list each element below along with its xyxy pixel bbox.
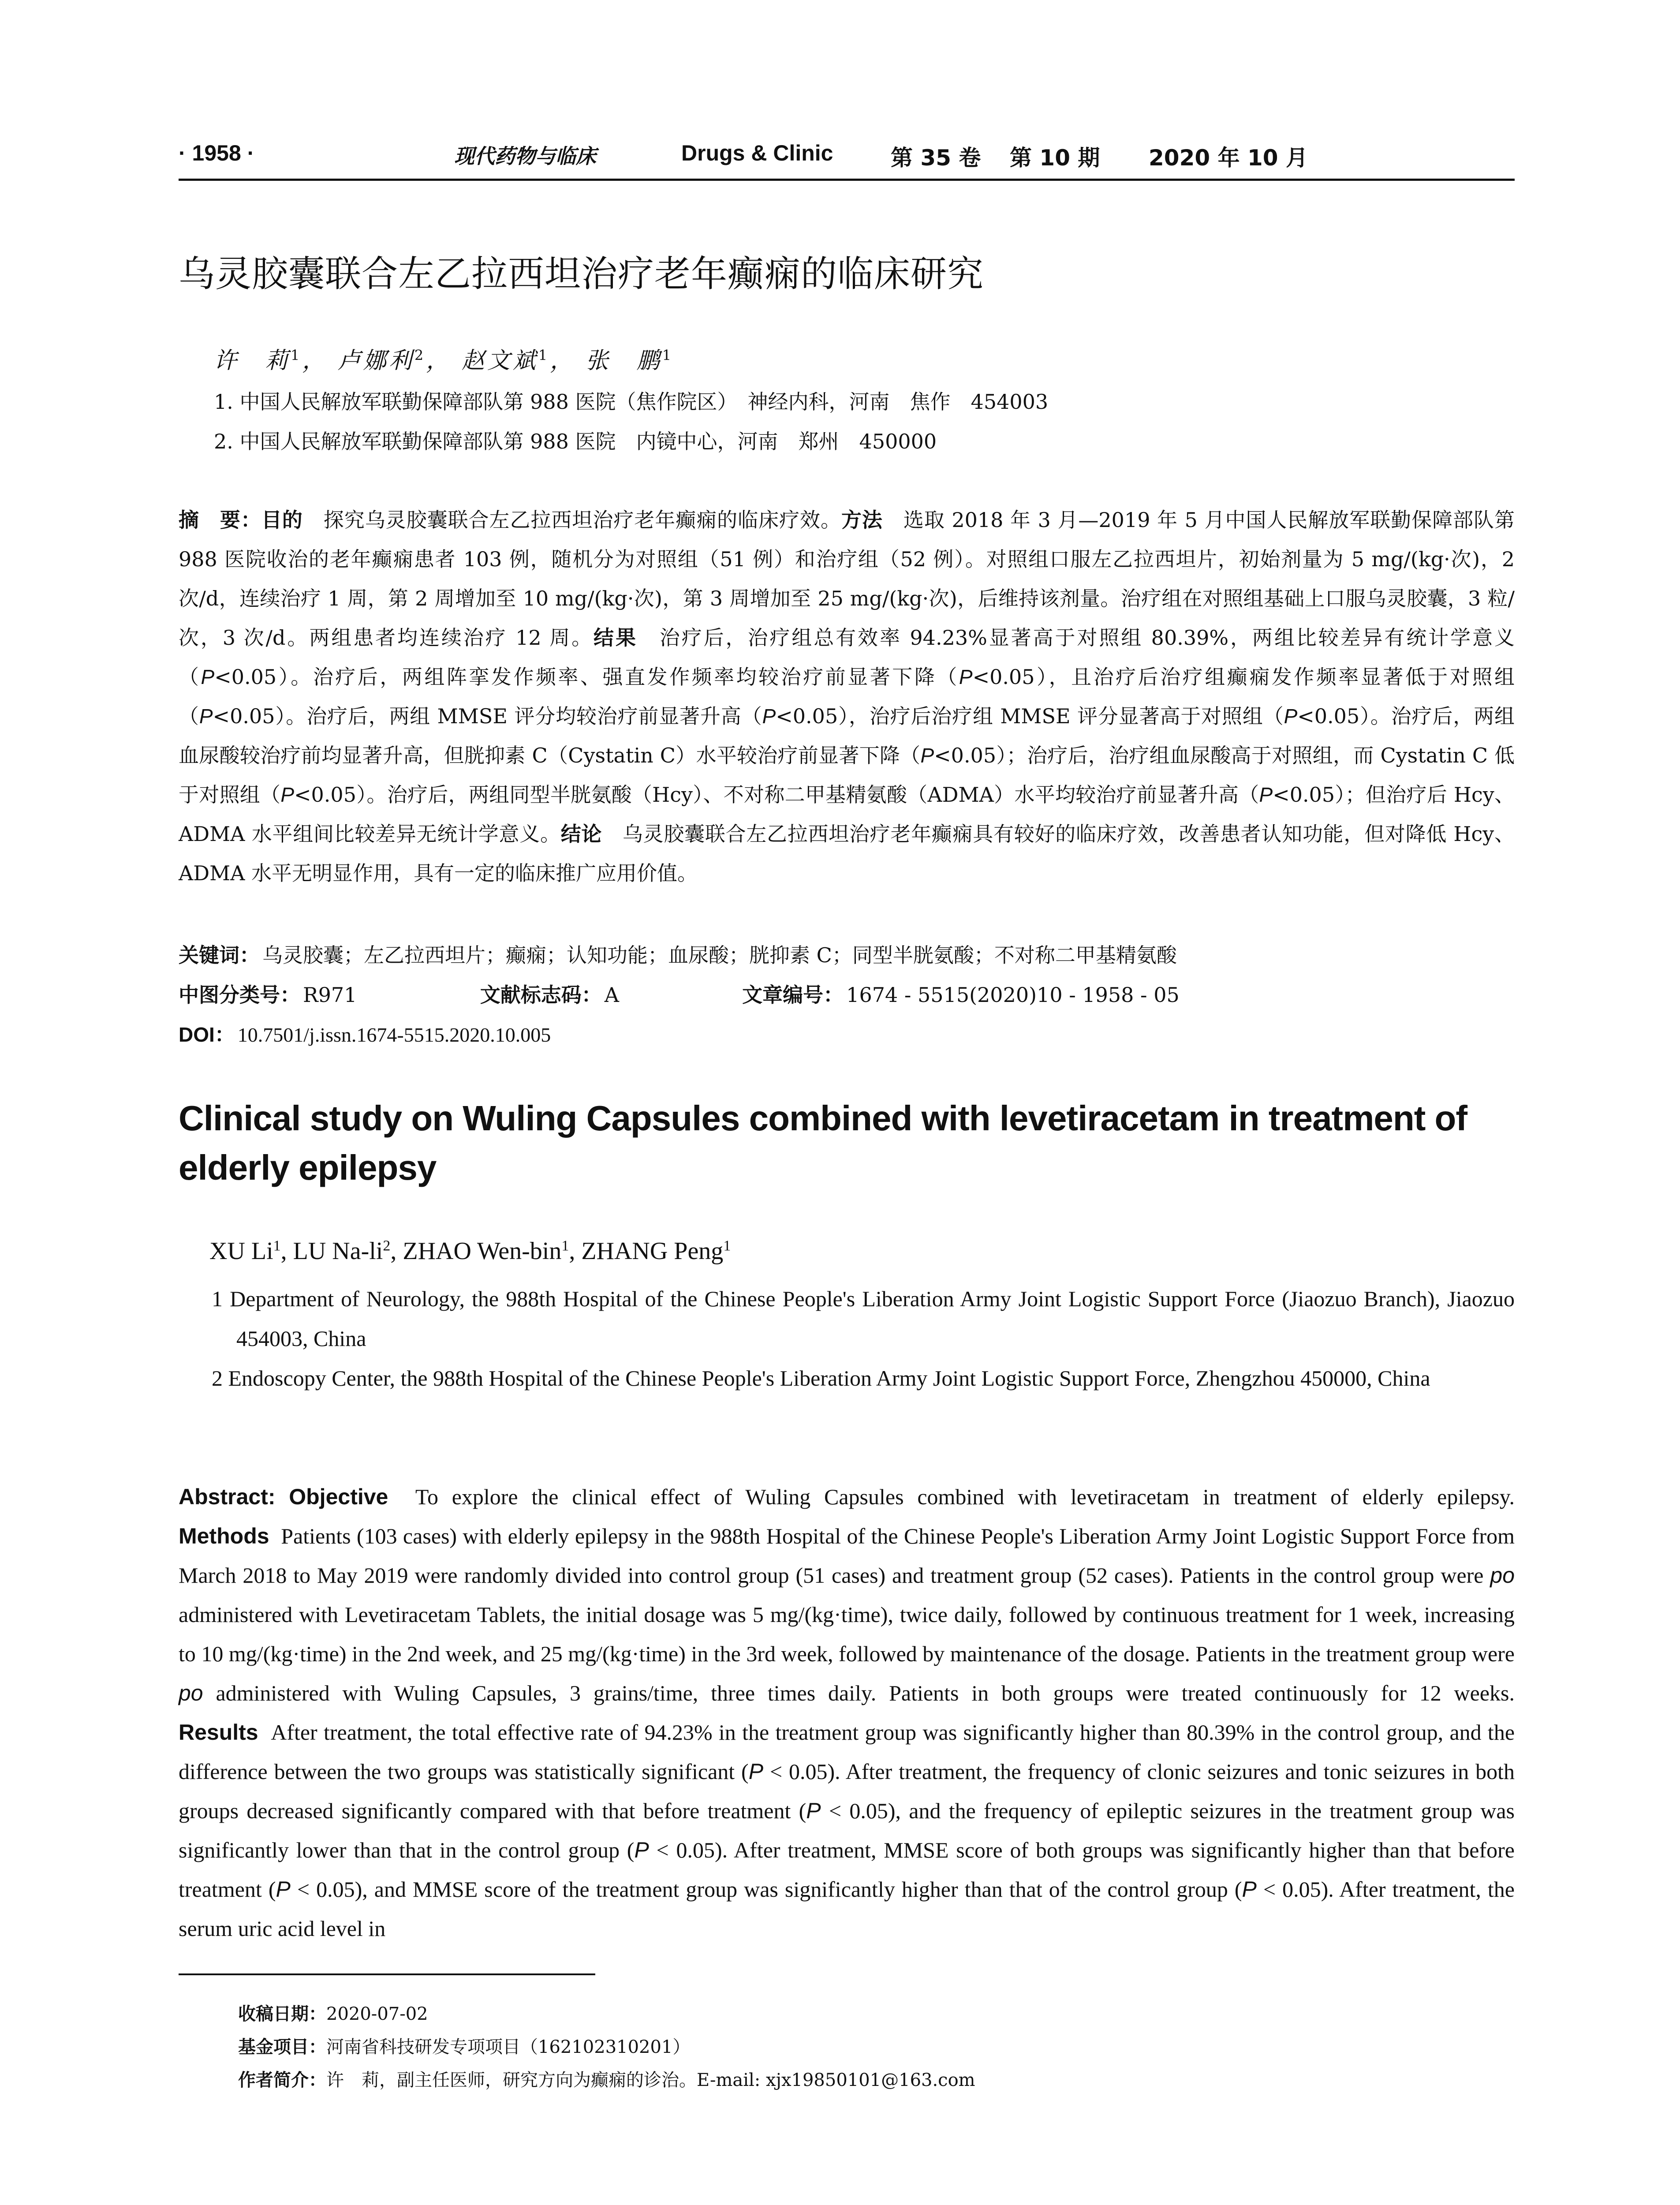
classification-line: 中图分类号： R971 文献标志码： A 文章编号： 1674 - 5515(2020)10 - 1958 - 05 bbox=[179, 983, 1180, 1007]
authors-cn: 许 莉$^1$， 卢娜利$^2$， 赵文斌$^1$， 张 鹏$^1$ bbox=[214, 347, 674, 374]
affiliation-en-2: 2 Endoscopy Center, the 988th Hospital of the Chinese People's Liberation Army Joint Logistic Support Force, Zhengzhou 450000, China bbox=[212, 1366, 1430, 1390]
affiliations-en bbox=[212, 1279, 1515, 1398]
title-cn: 乌灵胶囊联合左乙拉西坦治疗老年癫痫的临床研究 bbox=[179, 253, 984, 295]
affiliation-cn-2: 2. 中国人民解放军联勤保障部队第 988 医院 内镜中心，河南 郑州 450000 bbox=[214, 430, 937, 453]
header-rule bbox=[179, 179, 1515, 181]
clc-number: R971 bbox=[303, 983, 357, 1007]
methods-label-en: Methods bbox=[179, 1524, 269, 1548]
page-number: · 1958 · bbox=[179, 141, 255, 165]
title-en: Clinical study on Wuling Capsules combined with levetiracetam in treatment of elderly epilepsy bbox=[179, 1099, 1467, 1187]
footnote-received: 收稿日期：2020-07-02 bbox=[238, 2004, 428, 2024]
keywords-cn bbox=[179, 939, 1177, 968]
doi-line: DOI： 10.7501/j.issn.1674-5515.2020.10.005 bbox=[179, 1023, 551, 1046]
document-code: A bbox=[604, 983, 619, 1007]
results-label-en: Results bbox=[179, 1720, 258, 1745]
results-label: 结果 bbox=[594, 626, 638, 650]
issue: 第 10 期 bbox=[1010, 145, 1100, 171]
issue-date: 2020 年 10 月 bbox=[1149, 145, 1308, 171]
journal-name-cn: 现代药物与临床 bbox=[454, 144, 596, 168]
conclusion-label: 结论 bbox=[560, 822, 602, 846]
volume: 第 35 卷 bbox=[891, 145, 981, 171]
author-cn: 张 鹏 bbox=[585, 348, 662, 374]
running-header bbox=[179, 140, 1515, 180]
author-cn: 赵文斌 bbox=[461, 348, 538, 374]
abstract-cn: 摘 要：目的 探究乌灵胶囊联合左乙拉西坦治疗老年癫痫的临床疗效。方法 选取 2018 年 3 月—2019 年 5 月中国人民解放军联勤保障部队第 988 医院收治的老年癫痫患者 103 例，随机分为对照组（51 例）和治疗组（52 例）。对照组口服左乙拉西坦片，初始剂量为 5 mg/(kg·次)，2 次/d，连续治疗 1 周，第 2 周增加至 10 mg/(kg·次)，第 3 周增加至 25 mg/(kg·次)，后维持该剂量。治疗组在对照组基础上口服乌灵胶囊，3 粒/次，3 次/d。两组患者均连续治疗 12 周。结果 治疗后，治疗组总有效率 94.23%显著高于对照组 80.39%，两组比较差异有统计学意义（P<0.05）。治疗后，两组阵挛发作频率、强直发作频率均较治疗前显著下降（P<0.05），且治疗后治疗组癫痫发作频率显著低于对照组（P<0.05）。治疗后，两组 MMSE 评分均较治疗前显著升高（P<0.05），治疗后治疗组 MMSE 评分显著高于对照组（P<0.05）。治疗后，两组血尿酸较治疗前均显著升高，但胱抑素 C（Cystatin C）水平较治疗前显著下降（P<0.05）；治疗后，治疗组血尿酸高于对照组，而 Cystatin C 低于对照组（P<0.05）。治疗后，两组同型半胱氨酸（Hcy）、不对称二甲基精氨酸（ADMA）水平均较治疗前显著升高（P<0.05）；但治疗后 Hcy、ADMA 水平组间比较差异无统计学意义。结论 乌灵胶囊联合左乙拉西坦治疗老年癫痫具有较好的临床疗效，改善患者认知功能，但对降低 Hcy、ADMA 水平无明显作用，具有一定的临床推广应用价值。 bbox=[179, 508, 1515, 885]
methods-label: 方法 bbox=[841, 508, 883, 532]
footnote-rule bbox=[179, 1973, 595, 1975]
affiliation-en-1: 1 Department of Neurology, the 988th Hospital of the Chinese People's Liberation Army Joint Logistic Support Force (Jiaozuo Branch), Jiaozuo 454003, China bbox=[212, 1286, 1515, 1351]
abstract-cn-label: 摘 要： bbox=[179, 508, 261, 532]
abstract-en: Abstract: Objective To explore the clinical effect of Wuling Capsules combined with levetiracetam in treatment of elderly epilepsy. Methods Patients (103 cases) with elderly epilepsy in the 988th Hospital of the Chinese People's Liberation Army Joint Logistic Support Force from March 2018 to May 2019 were randomly divided into control group (51 cases) and treatment group (52 cases). Patients in the control group were po administered with Levetiracetam Tablets, the initial dosage was 5 mg/(kg·time), twice daily, followed by continuous treatment for 1 week, increasing to 10 mg/(kg·time) in the 2nd week, and 25 mg/(kg·time) in the 3rd week, followed by maintenance of the dosage. Patients in the treatment group were po administered with Wuling Capsules, 3 grains/time, three times daily. Patients in both groups were treated continuously for 12 weeks. Results After treatment, the total effective rate of 94.23% in the treatment group was significantly higher than 80.39% in the control group, and the difference between the two groups was statistically significant (P < 0.05). After treatment, the frequency of clonic seizures and tonic seizures in both groups decreased significantly compared with that before treatment (P < 0.05), and the frequency of epileptic seizures in the treatment group was significantly lower than that in the control group (P < 0.05). After treatment, MMSE score of both groups was significantly higher than that before treatment (P < 0.05), and MMSE score of the treatment group was significantly higher than that of the control group (P < 0.05). After treatment, the serum uric acid level in bbox=[179, 1484, 1515, 1941]
footnote-fund: 基金项目：河南省科技研发专项项目（162102310201） bbox=[238, 2037, 691, 2057]
footnote-author: 作者简介：许 莉，副主任医师，研究方向为癫痫的诊治。E-mail: xjx19850101@163.com bbox=[238, 2070, 975, 2090]
article-number: 1674 - 5515(2020)10 - 1958 - 05 bbox=[846, 983, 1180, 1007]
keywords-text: 乌灵胶囊；左乙拉西坦片；癫痫；认知功能；血尿酸；胱抑素 C；同型半胱氨酸；不对称二甲基精氨酸 bbox=[262, 943, 1177, 967]
affiliation-cn-1: 1. 中国人民解放军联勤保障部队第 988 医院（焦作院区） 神经内科，河南 焦作 454003 bbox=[214, 390, 1049, 414]
journal-name-en: Drugs & Clinic bbox=[681, 141, 833, 165]
objective-label-en: Objective bbox=[289, 1484, 388, 1509]
authors-en: XU Li$^1$, LU $Na-li^2$, ZHAO Wen-bin$^1$, ZHANG Peng$^1$ bbox=[209, 1237, 731, 1265]
author-cn: 卢娜利 bbox=[337, 348, 414, 374]
objective-label: 目的 bbox=[261, 508, 303, 532]
author-cn: 许 莉 bbox=[214, 348, 291, 374]
keywords-label: 关键词： bbox=[179, 943, 260, 967]
doi-link[interactable]: 10.7501/j.issn.1674-5515.2020.10.005 bbox=[237, 1024, 551, 1046]
